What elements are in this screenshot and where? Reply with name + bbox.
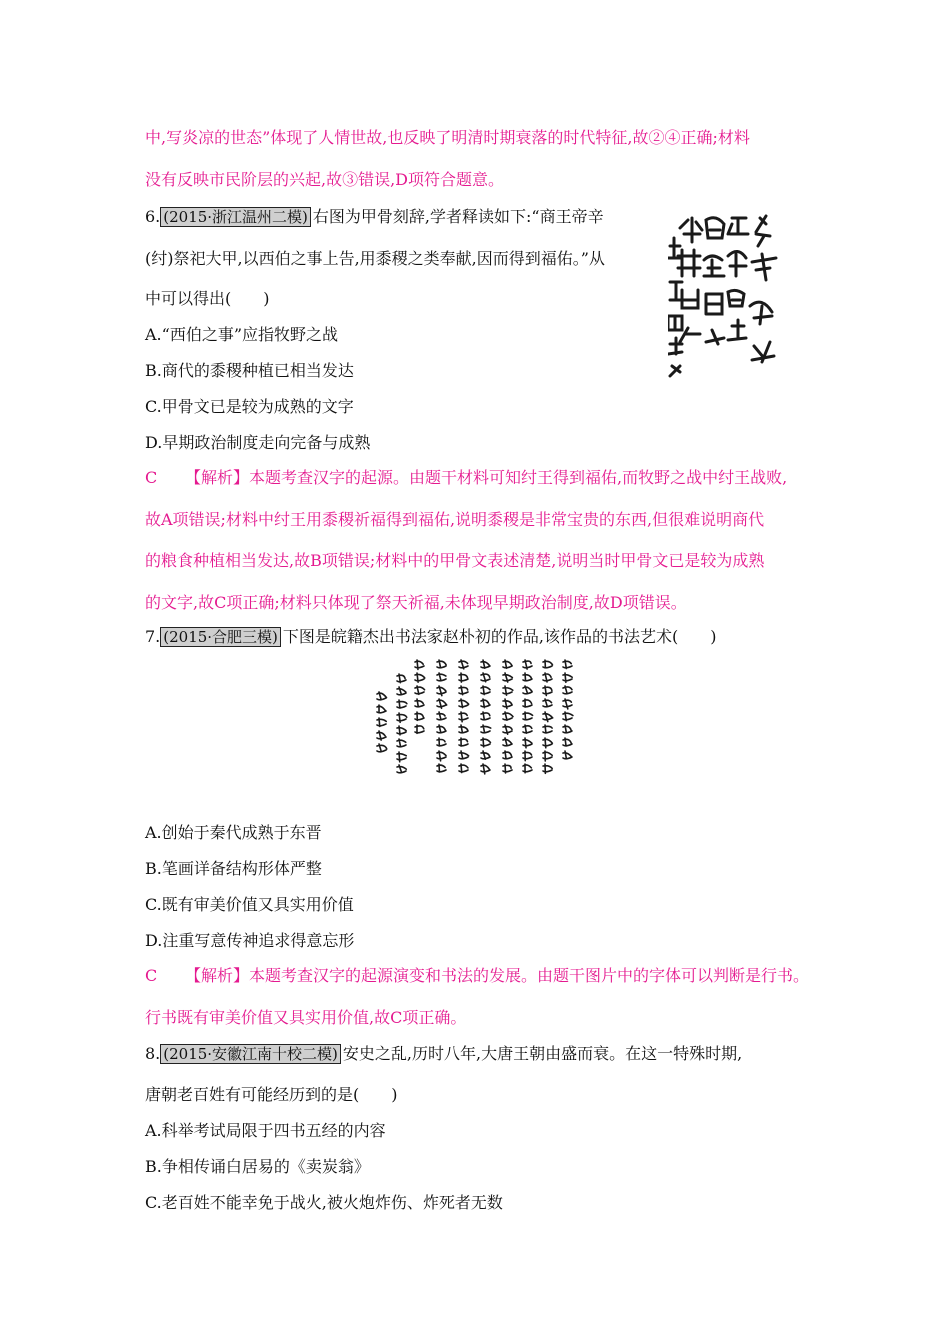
calligraphy-stroke (377, 731, 386, 740)
calligraphy-image (368, 655, 583, 787)
calligraphy-stroke (563, 686, 572, 694)
calligraphy-stroke (397, 726, 406, 735)
calligraphy-stroke (543, 699, 552, 707)
calligraphy-stroke (481, 738, 490, 747)
calligraphy-stroke (523, 738, 532, 748)
calligraphy-stroke (437, 673, 446, 681)
q6-explanation-line-2: 故A项错误;材料中纣王用黍稷祈福得到福佑,说明黍稷是非常宝贵的东西,但很难说明商代 (145, 510, 765, 529)
calligraphy-stroke (397, 752, 406, 762)
calligraphy-stroke (481, 712, 490, 720)
calligraphy-stroke (563, 712, 573, 721)
oracle-bone-inscription-image (668, 210, 788, 380)
calligraphy-stroke (377, 705, 386, 713)
calligraphy-stroke (503, 738, 512, 746)
calligraphy-stroke (481, 660, 490, 668)
calligraphy-stroke (523, 673, 532, 681)
calligraphy-stroke (437, 660, 446, 668)
calligraphy-stroke (523, 712, 533, 720)
q8-option-c: C.老百姓不能幸免于战火,被火炮炸伤、炸死者无数 (145, 1193, 503, 1212)
q6-option-c: C.甲骨文已是较为成熟的文字 (145, 397, 354, 416)
calligraphy-stroke (503, 751, 512, 759)
calligraphy-stroke (397, 713, 407, 722)
q6-explanation-line-1 (145, 467, 787, 489)
q7-option-a: A.创始于秦代成熟于东晋 (145, 823, 322, 842)
calligraphy-stroke (437, 686, 446, 696)
calligraphy-stroke (481, 673, 490, 682)
q6-stem-line-2: (纣)祭祀大甲,以西伯之事上告,用黍稷之类奉献,因而得到福佑。”从 (145, 249, 605, 268)
calligraphy-stroke (523, 660, 532, 669)
calligraphy-stroke (481, 725, 491, 733)
calligraphy-stroke (397, 739, 406, 747)
calligraphy-stroke (503, 673, 512, 682)
calligraphy-stroke (563, 738, 572, 746)
q7-source-tag: (2015·合肥三模) (160, 627, 281, 647)
calligraphy-stroke (543, 686, 552, 696)
calligraphy-stroke (503, 699, 512, 708)
calligraphy-stroke (543, 738, 552, 748)
calligraphy-stroke (459, 699, 469, 708)
q6-option-d: D.早期政治制度走向完备与成熟 (145, 433, 371, 452)
calligraphy-stroke (437, 699, 447, 708)
q6-option-b: B.商代的黍稷种植已相当发达 (145, 361, 354, 380)
q7-option-c: C.既有审美价值又具实用价值 (145, 895, 354, 914)
calligraphy-stroke (397, 687, 406, 695)
q8-stem-text-1: 安史之乱,历时八年,大唐王朝由盛而衰。在这一特殊时期, (342, 1044, 743, 1063)
q8-option-b: B.争相传诵白居易的《卖炭翁》 (145, 1157, 370, 1176)
calligraphy-stroke (415, 725, 424, 733)
calligraphy-stroke (481, 764, 490, 774)
calligraphy-stroke (503, 764, 512, 773)
calligraphy-stroke (543, 764, 552, 773)
calligraphy-stroke (397, 674, 406, 683)
q8-stem-line-2: 唐朝老百姓有可能经历到的是( ) (145, 1085, 398, 1104)
q7-answer: C (145, 966, 158, 985)
calligraphy-stroke (523, 751, 532, 761)
calligraphy-stroke (415, 686, 425, 694)
calligraphy-stroke (415, 673, 425, 682)
calligraphy-stroke (377, 718, 386, 726)
q6-source-tag: (2015·浙江温州二模) (160, 207, 311, 227)
calligraphy-stroke (415, 699, 424, 707)
calligraphy-stroke (437, 725, 446, 733)
prev-explanation-line-2: 没有反映市民阶层的兴起,故③错误,D项符合题意。 (145, 170, 505, 189)
q6-stem-line-3: 中可以得出( ) (145, 289, 270, 308)
calligraphy-stroke (481, 686, 490, 695)
calligraphy-stroke (563, 725, 572, 733)
q7-option-b: B.笔画详备结构形体严整 (145, 859, 322, 878)
q7-stem-line (145, 626, 717, 648)
q8-number: 8. (145, 1044, 161, 1063)
calligraphy-stroke (543, 751, 552, 761)
calligraphy-stroke (523, 764, 532, 773)
calligraphy-stroke (523, 686, 532, 694)
calligraphy-stroke (437, 751, 446, 761)
q6-answer: C (145, 468, 158, 487)
calligraphy-stroke (459, 764, 468, 773)
calligraphy-stroke (523, 699, 532, 707)
calligraphy-stroke (503, 660, 512, 668)
calligraphy-stroke (459, 751, 469, 759)
calligraphy-stroke (437, 712, 446, 720)
calligraphy-stroke (543, 660, 553, 668)
q7-option-d: D.注重写意传神追求得意忘形 (145, 931, 355, 950)
q7-number: 7. (145, 627, 161, 646)
calligraphy-stroke (459, 725, 468, 733)
calligraphy-stroke (503, 712, 513, 720)
calligraphy-stroke (543, 712, 553, 722)
q7-explanation-text-1: 【解析】本题考查汉字的起源演变和书法的发展。由题干图片中的字体可以判断是行书。 (185, 966, 810, 985)
calligraphy-stroke (563, 699, 572, 709)
q8-stem-line-1 (145, 1043, 742, 1065)
calligraphy-stroke (397, 700, 407, 708)
prev-explanation-line-1: 中,写炎凉的世态”体现了人情世故,也反映了明清时期衰落的时代特征,故②④正确;材料 (145, 128, 750, 147)
calligraphy-stroke (437, 764, 446, 772)
calligraphy-stroke (543, 725, 552, 733)
calligraphy-stroke (459, 738, 468, 746)
q7-stem-text: 下图是皖籍杰出书法家赵朴初的作品,该作品的书法艺术( ) (282, 627, 717, 646)
calligraphy-stroke (437, 738, 446, 746)
calligraphy-stroke (415, 712, 424, 720)
calligraphy-stroke (459, 686, 468, 695)
q8-source-tag: (2015·安徽江南十校二模) (160, 1044, 341, 1064)
q7-explanation-line-2: 行书既有审美价值又具实用价值,故C项正确。 (145, 1008, 467, 1027)
q6-explanation-line-4: 的文字,故C项正确;材料只体现了祭天祈福,未体现早期政治制度,故D项错误。 (145, 593, 687, 612)
calligraphy-stroke (481, 699, 490, 708)
calligraphy-stroke (481, 751, 490, 759)
calligraphy-stroke (563, 660, 572, 669)
calligraphy-stroke (503, 686, 513, 695)
calligraphy-stroke (543, 673, 552, 682)
calligraphy-stroke (503, 725, 512, 734)
q6-explanation-line-3: 的粮食种植相当发达,故B项错误;材料中的甲骨文表述清楚,说明当时甲骨文已是较为成熟 (145, 551, 765, 570)
calligraphy-stroke (459, 673, 468, 682)
q6-stem-text-1: 右图为甲骨刻辞,学者释读如下:“商王帝辛 (312, 207, 604, 226)
q6-explanation-text-1: 【解析】本题考查汉字的起源。由题干材料可知纣王得到福佑,而牧野之战中纣王战败, (185, 468, 788, 487)
calligraphy-stroke (563, 751, 572, 759)
calligraphy-stroke (377, 744, 387, 752)
calligraphy-stroke (397, 765, 406, 773)
q6-number: 6. (145, 207, 161, 226)
q6-option-a: A.“西伯之事”应指牧野之战 (145, 325, 339, 344)
q8-option-a: A.科举考试局限于四书五经的内容 (145, 1121, 386, 1140)
calligraphy-stroke (523, 725, 532, 733)
q7-explanation-line-1 (145, 965, 809, 987)
calligraphy-stroke (415, 660, 424, 669)
calligraphy-stroke (459, 660, 468, 669)
calligraphy-stroke (563, 673, 572, 682)
q6-stem-line-1 (145, 206, 604, 228)
calligraphy-stroke (377, 692, 386, 700)
calligraphy-stroke (459, 712, 468, 722)
